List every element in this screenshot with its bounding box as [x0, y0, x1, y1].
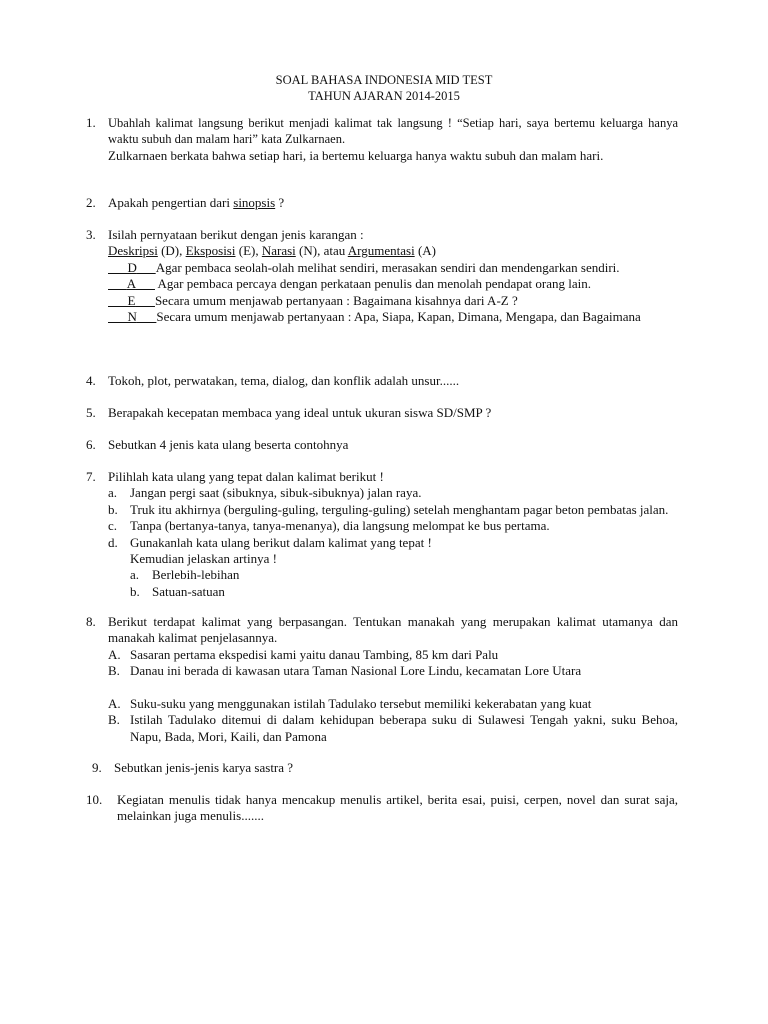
page-title: SOAL BAHASA INDONESIA MID TEST	[275, 73, 493, 87]
question-7	[86, 469, 678, 600]
question-4	[86, 373, 678, 389]
answer-text: Zulkarnaen berkata bahwa setiap hari, ia bertemu keluarga hanya waktu subuh dan malam hari.	[108, 147, 604, 163]
list-item: B. Danau ini berada di kawasan utara Taman Nasional Lore Lindu, kecamatan Lore Utara	[108, 663, 582, 679]
essay-type-list: Deskripsi (D), Eksposisi (E), Narasi (N), atau Argumentasi (A)	[108, 243, 436, 259]
question-text: Sebutkan 4 jenis kata ulang beserta contohnya	[108, 437, 349, 452]
question-text: Kegiatan menulis tidak hanya mencakup menulis artikel, berita esai, puisi, cerpen, novel dan surat saja, melainkan juga menulis.......	[117, 792, 678, 824]
question-text: Isilah pernyataan berikut dengan jenis karangan :	[108, 227, 364, 242]
statement-item: D Agar pembaca seolah-olah melihat sendiri, merasakan sendiri dan mendengarkan sendiri.	[108, 260, 678, 276]
question-number: 9.	[92, 760, 102, 775]
question-10	[86, 792, 678, 825]
question-1	[86, 115, 678, 164]
question-text: Ubahlah kalimat langsung berikut menjadi kalimat tak langsung ! “Setiap hari, saya bertemu keluarga hanya waktu subuh dan malam hari” kata Zulkarnaen.	[108, 116, 678, 147]
question-number: 8.	[86, 614, 96, 629]
answer-blank: D	[127, 259, 137, 275]
question-2	[86, 195, 678, 211]
statement-item: E Secara umum menjawab pertanyaan : Bagaimana kisahnya dari A-Z ?	[108, 293, 678, 309]
question-number: 3.	[86, 227, 96, 242]
question-6	[86, 437, 678, 453]
statement-item: N Secara umum menjawab pertanyaan : Apa, Siapa, Kapan, Dimana, Mengapa, dan Bagaimana	[108, 309, 678, 325]
answer-blank: E	[127, 292, 136, 308]
question-9	[92, 760, 678, 776]
question-text: Berikut terdapat kalimat yang berpasangan. Tentukan manakah yang merupakan kalimat utamanya dan manakah kalimat penjelasannya.	[108, 614, 678, 646]
question-number: 5.	[86, 405, 96, 420]
question-text: Tokoh, plot, perwatakan, tema, dialog, dan konflik adalah unsur......	[108, 373, 460, 388]
question-text: Sebutkan jenis-jenis karya sastra ?	[114, 760, 294, 775]
list-item: A. Sasaran pertama ekspedisi kami yaitu danau Tambing, 85 km dari Palu	[108, 646, 499, 662]
question-number: 1.	[86, 115, 96, 130]
list-item: d. Gunakanlah kata ulang berikut dalam kalimat yang tepat ! Kemudian jelaskan artinya ! a. Berlebih-lebihan b. Satuan-satuan	[108, 535, 678, 601]
question-5	[86, 405, 678, 421]
list-item: a. Jangan pergi saat (sibuknya, sibuk-sibuknya) jalan raya.	[108, 485, 422, 501]
question-number: 7.	[86, 469, 96, 484]
question-number: 10.	[86, 792, 103, 807]
statement-item: A Agar pembaca percaya dengan perkataan penulis dan menolah pendapat orang lain.	[108, 276, 678, 292]
answer-blank: A	[126, 276, 136, 292]
question-3	[86, 227, 678, 325]
list-item: b. Truk itu akhirnya (berguling-guling, terguling-guling) setelah menghantam pagar beton pembatas jalan.	[108, 501, 669, 517]
question-number: 4.	[86, 373, 96, 388]
underlined-term: sinopsis	[233, 195, 276, 210]
question-text: Berapakah kecepatan membaca yang ideal untuk ukuran siswa SD/SMP ?	[108, 405, 492, 420]
list-item: A. Suku-suku yang menggunakan istilah Tadulako tersebut memiliki kekerabatan yang kuat	[108, 696, 592, 712]
question-number: 2.	[86, 195, 96, 210]
question-text: Apakah pengertian dari sinopsis ?	[108, 195, 285, 210]
nested-list-item: b. Satuan-satuan	[130, 583, 225, 599]
page-subtitle: TAHUN AJARAN 2014-2015	[308, 89, 460, 103]
list-item: c. Tanpa (bertanya-tanya, tanya-menanya), dia langsung melompat ke bus pertama.	[108, 518, 550, 534]
question-8	[86, 614, 678, 745]
question-number: 6.	[86, 437, 96, 452]
list-item: B. Istilah Tadulako ditemui di dalam kehidupan beberapa suku di Sulawesi Tengah yakni, suku Behoa, Napu, Bada, Mori, Kaili, dan Pamona	[108, 712, 678, 744]
answer-blank: N	[127, 309, 137, 325]
question-text: Pilihlah kata ulang yang tepat dalan kalimat berikut !	[108, 469, 384, 484]
nested-list-item: a. Berlebih-lebihan	[130, 567, 240, 583]
